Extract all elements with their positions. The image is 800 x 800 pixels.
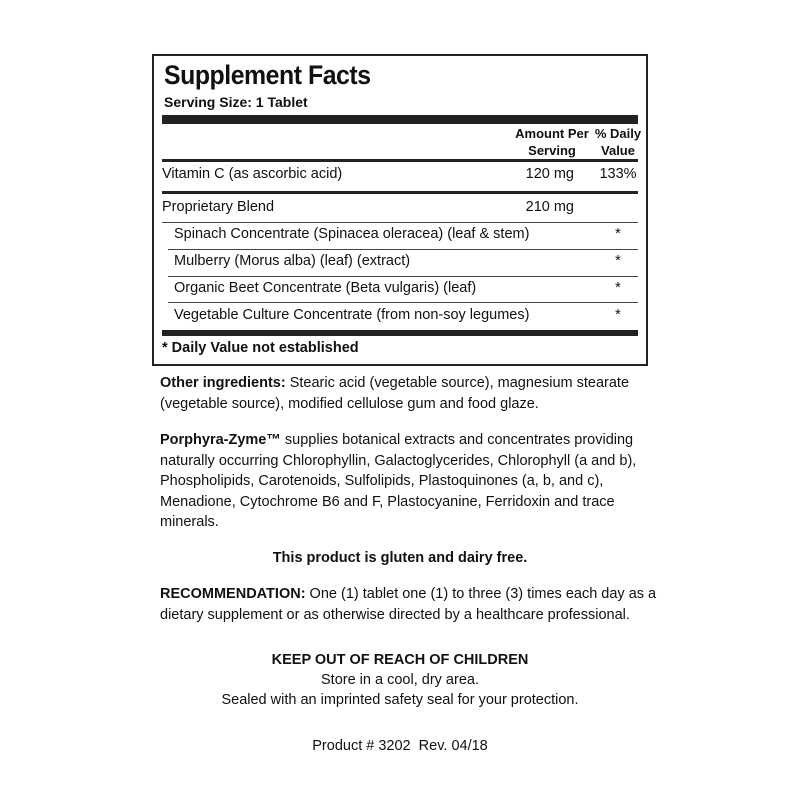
blend-ingredient-label: Organic Beet Concentrate (Beta vulgaris) (leaf) <box>174 280 477 296</box>
recommendation-text: One (1) tablet one (1) to three (3) times each day as a dietary supplement or as otherwise directed by a healthcare professional. <box>160 586 657 623</box>
safety-seal-note: Sealed with an imprinted safety seal for your protection. <box>221 692 579 708</box>
blend-ingredient-label: Mulberry (Morus alba) (leaf) (extract) <box>174 253 411 269</box>
gluten-note: This product is gluten and dairy free. <box>272 550 528 566</box>
warning-heading: KEEP OUT OF REACH OF CHILDREN <box>271 652 529 668</box>
daily-value-footnote: * Daily Value not established <box>162 340 359 356</box>
product-number: Product # 3202 Rev. 04/18 <box>312 738 488 754</box>
row-divider <box>168 302 638 303</box>
panel-title: Supplement Facts <box>164 60 371 90</box>
row-divider <box>168 249 638 250</box>
storage-note: Store in a cool, dry area. <box>321 672 479 688</box>
other-ingredients-text: Stearic acid (vegetable source), magnesium stearate (vegetable source), modified cellulose gum and food glaze. <box>160 375 630 412</box>
col-header-daily-value: % Daily Value <box>594 126 642 158</box>
blend-ingredient-daily-value: * <box>615 226 621 242</box>
nutrient-label: Proprietary Blend <box>162 199 275 215</box>
blend-ingredient-label: Vegetable Culture Concentrate (from non-soy legumes) <box>174 307 530 323</box>
porphyra-text: supplies botanical extracts and concentrates providing naturally occurring Chlorophyllin, Galactoglycerides, Chlorophyll (a and b), Phospholipids, Carotenoids, Sulfolipids, Plastoquinones (a, b, and c), Menadione, Cytochrome B6 and F, Plastocyanine, Ferridoxin and trace minerals. <box>160 432 637 530</box>
blend-ingredient-daily-value: * <box>615 307 621 323</box>
blend-ingredient-daily-value: * <box>615 253 621 269</box>
thick-divider <box>162 115 638 124</box>
recommendation <box>160 584 660 625</box>
row-divider <box>162 222 638 223</box>
header-divider <box>162 159 638 162</box>
porphyra-label: Porphyra-Zyme™ <box>160 432 281 448</box>
other-ingredients <box>160 373 660 414</box>
blend-ingredient-label: Spinach Concentrate (Spinacea oleracea) (leaf & stem) <box>174 226 530 242</box>
supplement-facts-panel <box>152 54 648 366</box>
nutrient-amount: 210 mg <box>525 199 574 215</box>
col-header-amount: Amount Per Serving <box>515 126 589 158</box>
other-ingredients-label: Other ingredients: <box>160 375 286 391</box>
nutrient-label: Vitamin C (as ascorbic acid) <box>162 166 343 182</box>
nutrient-amount: 120 mg <box>525 166 574 182</box>
recommendation-label: RECOMMENDATION: <box>160 586 306 602</box>
blend-ingredient-daily-value: * <box>615 280 621 296</box>
serving-size: Serving Size: 1 Tablet <box>164 94 308 110</box>
porphyra-description <box>160 430 660 533</box>
section-divider <box>162 191 638 194</box>
thick-divider <box>162 330 638 336</box>
nutrient-daily-value: 133% <box>599 166 637 182</box>
row-divider <box>168 276 638 277</box>
